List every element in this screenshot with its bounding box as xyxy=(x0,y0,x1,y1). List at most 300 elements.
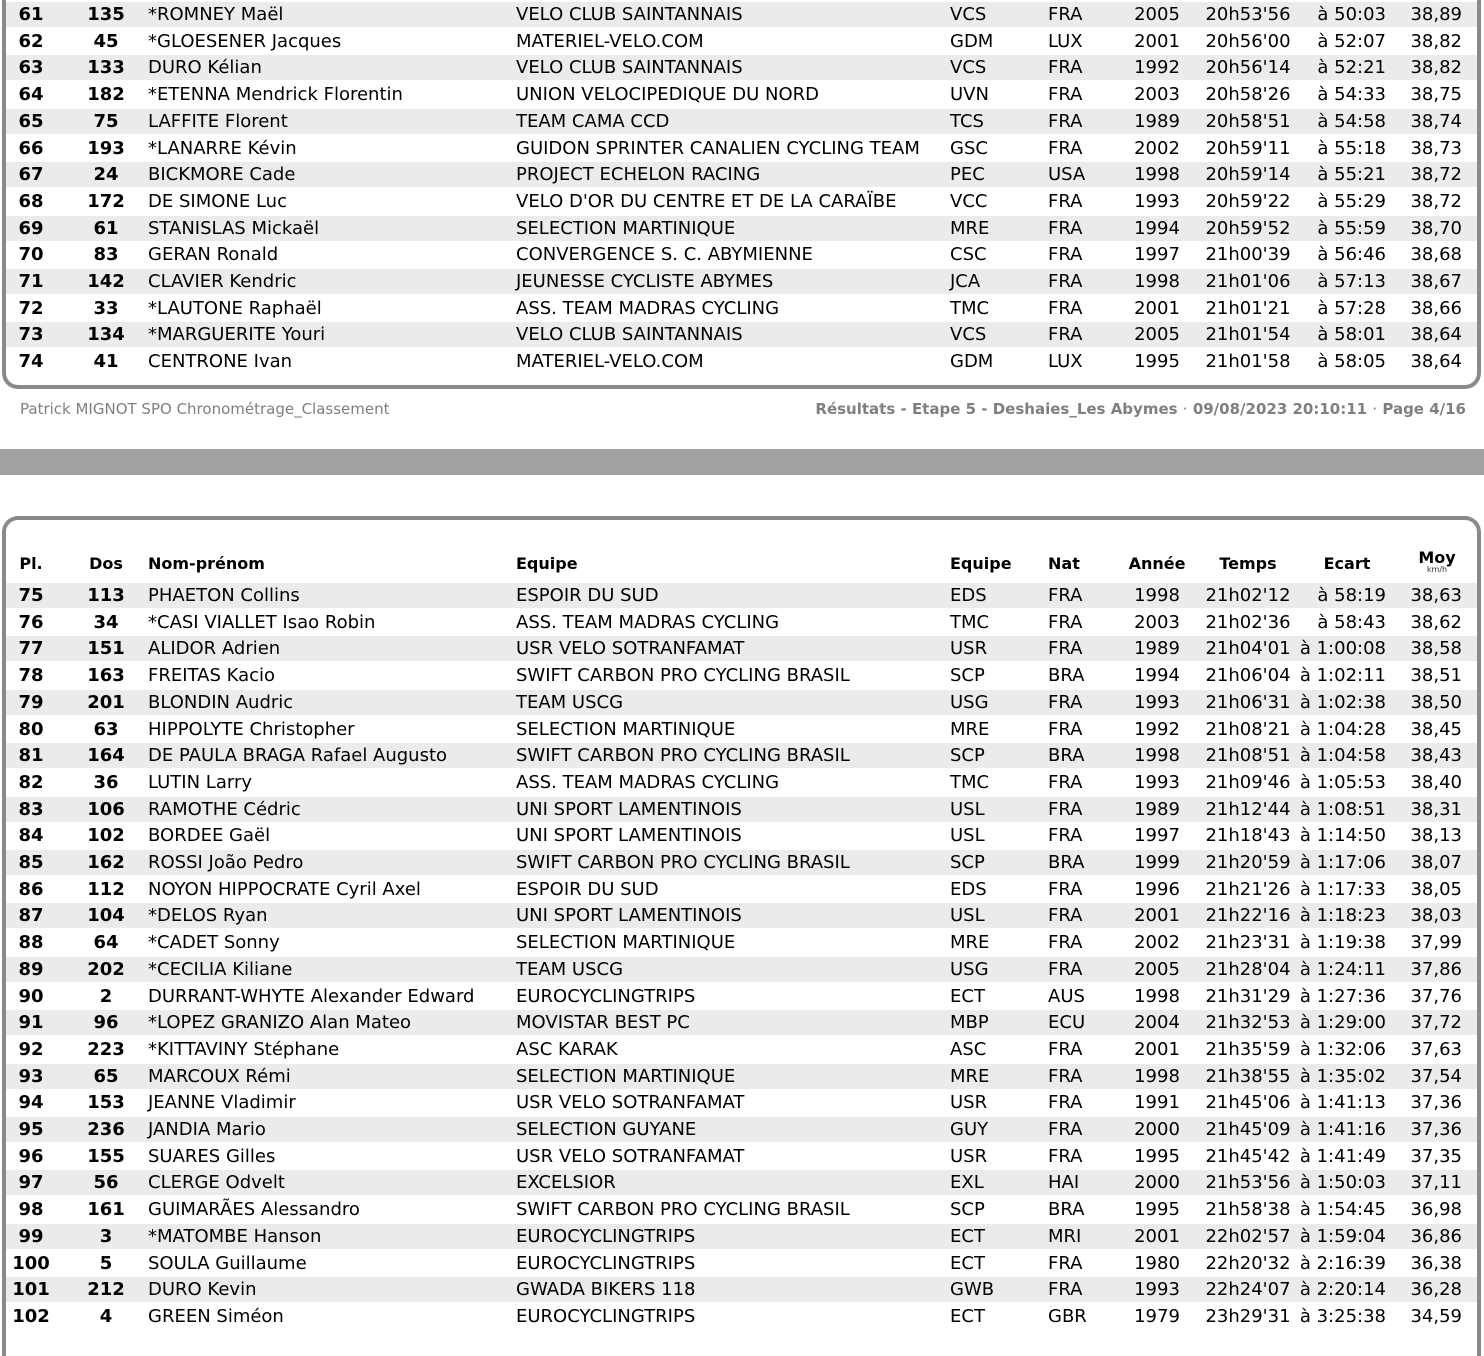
cell-nat: FRA xyxy=(1048,1065,1083,1087)
cell-team: USR VELO SOTRANFAMAT xyxy=(516,1145,745,1167)
cell-team: GUIDON SPRINTER CANALIEN CYCLING TEAM xyxy=(516,137,920,159)
cell-code: ECT xyxy=(950,1305,985,1327)
cell-year: 1998 xyxy=(1134,585,1180,606)
cell-nat: FRA xyxy=(1048,1119,1083,1140)
cell-time: 21h09'46 xyxy=(1205,771,1291,793)
cell-nat: FRA xyxy=(1048,905,1083,927)
cell-time: 21h08'51 xyxy=(1205,745,1291,767)
cell-team: SELECTION GUYANE xyxy=(516,1119,697,1140)
cell-name: HIPPOLYTE Christopher xyxy=(148,718,355,740)
cell-code: GDM xyxy=(950,30,994,52)
cell-code: MRE xyxy=(950,217,990,239)
footer-right xyxy=(815,400,1466,418)
table-row xyxy=(6,583,1477,608)
table-row xyxy=(6,823,1477,848)
cell-pl: 88 xyxy=(18,932,44,954)
cell-dos: 134 xyxy=(87,324,125,346)
cell-pl: 84 xyxy=(18,825,44,847)
cell-avg: 38,68 xyxy=(1410,244,1462,266)
cell-nat: AUS xyxy=(1048,985,1085,1007)
cell-name: JANDIA Mario xyxy=(148,1119,266,1140)
cell-team: MATERIEL-VELO.COM xyxy=(516,351,704,373)
cell-team: UNI SPORT LAMENTINOIS xyxy=(516,825,742,847)
cell-year: 1989 xyxy=(1134,798,1180,820)
cell-nat: FRA xyxy=(1048,825,1083,847)
cell-gap: à 57:13 xyxy=(1317,271,1386,292)
cell-gap: à 58:01 xyxy=(1317,324,1386,346)
cell-name: DE PAULA BRAGA Rafael Augusto xyxy=(148,745,448,767)
cell-code: EXL xyxy=(950,1172,984,1194)
cell-year: 1993 xyxy=(1134,771,1180,793)
cell-nat: USA xyxy=(1048,164,1086,186)
cell-year: 2004 xyxy=(1134,1012,1180,1034)
cell-year: 2002 xyxy=(1134,137,1180,159)
cell-dos: 65 xyxy=(93,1065,119,1087)
cell-year: 1997 xyxy=(1134,825,1180,847)
cell-nat: FRA xyxy=(1048,585,1083,606)
cell-code: USR xyxy=(950,1145,988,1167)
cell-avg: 37,54 xyxy=(1410,1065,1462,1087)
cell-name: LAFFITE Florent xyxy=(148,110,288,132)
cell-nat: BRA xyxy=(1048,665,1085,687)
cell-time: 21h00'39 xyxy=(1205,244,1291,266)
cell-time: 20h53'56 xyxy=(1205,4,1291,25)
header-avg-label: Moy xyxy=(1418,548,1456,567)
cell-nat: FRA xyxy=(1048,611,1083,633)
table-row xyxy=(6,2,1477,27)
cell-team: SELECTION MARTINIQUE xyxy=(516,1065,736,1087)
cell-dos: 2 xyxy=(99,985,113,1007)
cell-time: 22h20'32 xyxy=(1205,1252,1291,1274)
table-row xyxy=(6,296,1477,321)
cell-code: ECT xyxy=(950,985,985,1007)
cell-time: 21h45'42 xyxy=(1205,1145,1291,1167)
cell-gap: à 1:35:02 xyxy=(1299,1065,1386,1087)
table-row xyxy=(6,1277,1477,1302)
table-row xyxy=(6,349,1477,374)
cell-time: 21h01'54 xyxy=(1205,324,1291,346)
cell-pl: 63 xyxy=(18,57,44,79)
cell-code: ASC xyxy=(950,1038,987,1060)
cell-gap: à 1:17:33 xyxy=(1299,878,1386,900)
cell-gap: à 1:02:11 xyxy=(1299,665,1386,687)
cell-pl: 93 xyxy=(18,1065,44,1087)
cell-team: SELECTION MARTINIQUE xyxy=(516,718,736,740)
page-separator-band xyxy=(0,449,1484,475)
cell-nat: FRA xyxy=(1048,57,1083,79)
cell-dos: 61 xyxy=(93,217,119,239)
table-row xyxy=(6,55,1477,80)
cell-code: TMC xyxy=(950,771,990,793)
cell-dos: 133 xyxy=(87,57,125,79)
cell-dos: 135 xyxy=(87,4,125,25)
cell-name: *KITTAVINY Stéphane xyxy=(148,1038,340,1060)
cell-team: ESPOIR DU SUD xyxy=(516,878,659,900)
cell-time: 22h02'57 xyxy=(1205,1225,1291,1247)
cell-time: 21h01'06 xyxy=(1205,271,1291,292)
cell-nat: FRA xyxy=(1048,1145,1083,1167)
table-row xyxy=(6,216,1477,241)
table-row xyxy=(6,1144,1477,1169)
cell-dos: 163 xyxy=(87,665,125,687)
cell-time: 21h20'59 xyxy=(1205,852,1291,873)
cell-dos: 106 xyxy=(87,798,125,820)
cell-year: 1979 xyxy=(1134,1305,1180,1327)
cell-name: DE SIMONE Luc xyxy=(148,190,287,212)
cell-avg: 38,51 xyxy=(1410,665,1462,687)
cell-gap: à 1:54:45 xyxy=(1299,1199,1386,1221)
cell-nat: FRA xyxy=(1048,297,1083,319)
cell-avg: 38,63 xyxy=(1410,585,1462,606)
cell-gap: à 52:21 xyxy=(1317,57,1386,79)
cell-time: 20h56'00 xyxy=(1205,30,1291,52)
cell-gap: à 1:19:38 xyxy=(1299,932,1386,954)
cell-time: 21h45'09 xyxy=(1205,1119,1291,1140)
cell-year: 1989 xyxy=(1134,638,1180,660)
cell-code: USG xyxy=(950,691,989,713)
cell-pl: 101 xyxy=(12,1279,50,1301)
cell-code: SCP xyxy=(950,1199,985,1221)
cell-pl: 71 xyxy=(18,271,44,292)
cell-code: GUY xyxy=(950,1119,989,1140)
cell-dos: 151 xyxy=(87,638,125,660)
cell-name: RAMOTHE Cédric xyxy=(148,798,301,820)
table-row xyxy=(6,957,1477,982)
cell-dos: 45 xyxy=(93,30,119,52)
cell-year: 1995 xyxy=(1134,1145,1180,1167)
footer-title: Résultats - Etape 5 - Deshaies_Les Abymes xyxy=(815,400,1178,418)
cell-team: EUROCYCLINGTRIPS xyxy=(516,1225,696,1247)
cell-dos: 56 xyxy=(93,1172,119,1194)
cell-code: TCS xyxy=(950,110,984,132)
cell-nat: FRA xyxy=(1048,137,1083,159)
cell-time: 21h38'55 xyxy=(1205,1065,1291,1087)
table-row xyxy=(6,610,1477,635)
cell-name: PHAETON Collins xyxy=(148,585,300,606)
cell-team: GWADA BIKERS 118 xyxy=(516,1279,696,1301)
cell-name: BLONDIN Audric xyxy=(148,691,294,713)
table-row xyxy=(6,636,1477,661)
cell-gap: à 1:41:16 xyxy=(1299,1119,1386,1140)
cell-avg: 36,38 xyxy=(1410,1252,1462,1274)
cell-code: MRE xyxy=(950,1065,990,1087)
cell-team: SELECTION MARTINIQUE xyxy=(516,217,736,239)
cell-nat: FRA xyxy=(1048,324,1083,346)
cell-team: VELO CLUB SAINTANNAIS xyxy=(516,4,743,25)
cell-name: MARCOUX Rémi xyxy=(148,1065,291,1087)
cell-time: 21h18'43 xyxy=(1205,825,1291,847)
cell-pl: 78 xyxy=(18,665,44,687)
cell-gap: à 1:04:58 xyxy=(1299,745,1386,767)
cell-dos: 112 xyxy=(87,878,125,900)
cell-nat: BRA xyxy=(1048,1199,1085,1221)
cell-gap: à 1:17:06 xyxy=(1299,852,1386,873)
cell-code: USL xyxy=(950,825,985,847)
cell-nat: BRA xyxy=(1048,852,1085,873)
cell-name: *MARGUERITE Youri xyxy=(148,324,326,346)
header-avg xyxy=(1402,550,1472,574)
table-row xyxy=(6,1117,1477,1142)
cell-pl: 64 xyxy=(18,84,44,106)
cell-nat: FRA xyxy=(1048,1092,1083,1114)
header-time: Temps xyxy=(1219,554,1277,573)
cell-team: TEAM USCG xyxy=(516,958,624,980)
cell-avg: 36,98 xyxy=(1410,1199,1462,1221)
results-table-bottom xyxy=(2,516,1481,1356)
cell-name: STANISLAS Mickaël xyxy=(148,217,320,239)
cell-name: CLAVIER Kendric xyxy=(148,271,297,292)
cell-name: *CASI VIALLET Isao Robin xyxy=(148,611,376,633)
cell-nat: FRA xyxy=(1048,271,1083,292)
cell-name: DURO Kélian xyxy=(148,57,262,79)
cell-dos: 5 xyxy=(99,1252,113,1274)
cell-avg: 38,50 xyxy=(1410,691,1462,713)
cell-pl: 65 xyxy=(18,110,44,132)
cell-time: 20h58'51 xyxy=(1205,110,1291,132)
cell-team: PROJECT ECHELON RACING xyxy=(516,164,761,186)
cell-time: 21h02'36 xyxy=(1205,611,1291,633)
cell-nat: FRA xyxy=(1048,84,1083,106)
cell-gap: à 56:46 xyxy=(1317,244,1386,266)
cell-year: 1999 xyxy=(1134,852,1180,873)
cell-nat: FRA xyxy=(1048,718,1083,740)
cell-year: 1996 xyxy=(1134,878,1180,900)
cell-pl: 94 xyxy=(18,1092,44,1114)
cell-code: MRE xyxy=(950,932,990,954)
cell-avg: 38,74 xyxy=(1410,110,1462,132)
cell-name: ALIDOR Adrien xyxy=(148,638,281,660)
cell-avg: 37,36 xyxy=(1410,1119,1462,1140)
cell-year: 1994 xyxy=(1134,217,1180,239)
cell-dos: 3 xyxy=(99,1225,113,1247)
cell-pl: 102 xyxy=(12,1305,50,1327)
table-row xyxy=(6,930,1477,955)
cell-nat: ECU xyxy=(1048,1012,1086,1034)
cell-time: 21h28'04 xyxy=(1205,958,1291,980)
cell-name: *CECILIA Kiliane xyxy=(148,958,293,980)
cell-avg: 38,58 xyxy=(1410,638,1462,660)
table-row xyxy=(6,690,1477,715)
cell-time: 22h24'07 xyxy=(1205,1279,1291,1301)
cell-dos: 33 xyxy=(93,297,119,319)
cell-dos: 142 xyxy=(87,271,125,292)
cell-pl: 82 xyxy=(18,771,44,793)
cell-pl: 87 xyxy=(18,905,44,927)
cell-year: 1998 xyxy=(1134,745,1180,767)
cell-team: ASS. TEAM MADRAS CYCLING xyxy=(516,297,780,319)
cell-team: EUROCYCLINGTRIPS xyxy=(516,1252,696,1274)
table-row xyxy=(6,322,1477,347)
cell-avg: 37,72 xyxy=(1410,1012,1462,1034)
cell-time: 21h53'56 xyxy=(1205,1172,1291,1194)
cell-pl: 76 xyxy=(18,611,44,633)
table-row xyxy=(6,850,1477,875)
cell-pl: 75 xyxy=(18,585,44,606)
cell-year: 2003 xyxy=(1134,84,1180,106)
cell-time: 21h35'59 xyxy=(1205,1038,1291,1060)
cell-year: 1991 xyxy=(1134,1092,1180,1114)
table-row xyxy=(6,1037,1477,1062)
cell-code: VCS xyxy=(950,324,987,346)
cell-nat: FRA xyxy=(1048,638,1083,660)
cell-year: 2005 xyxy=(1134,324,1180,346)
cell-time: 20h56'14 xyxy=(1205,57,1291,79)
cell-avg: 38,64 xyxy=(1410,324,1462,346)
cell-time: 20h59'22 xyxy=(1205,190,1291,212)
table-row xyxy=(6,1304,1477,1329)
cell-year: 2000 xyxy=(1134,1172,1180,1194)
cell-dos: 212 xyxy=(87,1279,125,1301)
table-row xyxy=(6,903,1477,928)
cell-year: 2001 xyxy=(1134,1225,1180,1247)
cell-year: 2005 xyxy=(1134,958,1180,980)
cell-pl: 62 xyxy=(18,30,44,52)
cell-code: CSC xyxy=(950,244,987,266)
cell-gap: à 1:18:23 xyxy=(1299,905,1386,927)
cell-name: GUIMARÃES Alessandro xyxy=(148,1199,360,1221)
cell-nat: FRA xyxy=(1048,878,1083,900)
cell-avg: 37,99 xyxy=(1410,932,1462,954)
cell-nat: FRA xyxy=(1048,1279,1083,1301)
cell-avg: 37,11 xyxy=(1410,1172,1462,1194)
cell-avg: 38,72 xyxy=(1410,164,1462,186)
cell-pl: 95 xyxy=(18,1119,44,1140)
cell-nat: HAI xyxy=(1048,1172,1080,1194)
cell-avg: 38,64 xyxy=(1410,351,1462,373)
cell-name: *DELOS Ryan xyxy=(148,905,268,927)
cell-pl: 69 xyxy=(18,217,44,239)
header-team: Equipe xyxy=(516,554,578,573)
cell-pl: 86 xyxy=(18,878,44,900)
cell-team: CONVERGENCE S. C. ABYMIENNE xyxy=(516,244,813,266)
cell-nat: FRA xyxy=(1048,110,1083,132)
cell-year: 2002 xyxy=(1134,932,1180,954)
cell-year: 2001 xyxy=(1134,905,1180,927)
cell-year: 1992 xyxy=(1134,57,1180,79)
cell-avg: 37,35 xyxy=(1410,1145,1462,1167)
cell-dos: 41 xyxy=(93,351,119,373)
header-dos: Dos xyxy=(89,554,123,573)
cell-code: UVN xyxy=(950,84,989,106)
cell-gap: à 58:05 xyxy=(1317,351,1386,373)
header-year: Année xyxy=(1128,554,1186,573)
cell-team: EUROCYCLINGTRIPS xyxy=(516,985,696,1007)
cell-gap: à 54:33 xyxy=(1317,84,1386,106)
cell-pl: 79 xyxy=(18,691,44,713)
cell-year: 2000 xyxy=(1134,1119,1180,1140)
cell-gap: à 1:02:38 xyxy=(1299,691,1386,713)
cell-name: GREEN Siméon xyxy=(148,1305,284,1327)
cell-gap: à 58:19 xyxy=(1317,585,1386,606)
cell-nat: FRA xyxy=(1048,1038,1083,1060)
cell-dos: 64 xyxy=(93,932,119,954)
table-row xyxy=(6,162,1477,187)
cell-code: USR xyxy=(950,638,988,660)
cell-time: 21h08'21 xyxy=(1205,718,1291,740)
cell-name: *GLOESENER Jacques xyxy=(148,30,342,52)
cell-time: 21h22'16 xyxy=(1205,905,1291,927)
cell-time: 21h32'53 xyxy=(1205,1012,1291,1034)
cell-team: SWIFT CARBON PRO CYCLING BRASIL xyxy=(516,1199,850,1221)
cell-name: FREITAS Kacio xyxy=(148,665,276,687)
cell-team: ASS. TEAM MADRAS CYCLING xyxy=(516,771,780,793)
cell-dos: 96 xyxy=(93,1012,119,1034)
cell-name: *ETENNA Mendrick Florentin xyxy=(148,84,403,106)
cell-avg: 38,07 xyxy=(1410,852,1462,873)
cell-time: 21h06'31 xyxy=(1205,691,1291,713)
cell-code: USR xyxy=(950,1092,988,1114)
table-row xyxy=(6,109,1477,134)
cell-avg: 37,36 xyxy=(1410,1092,1462,1114)
footer-date: 09/08/2023 20:10:11 xyxy=(1192,400,1368,418)
table-row xyxy=(6,1010,1477,1035)
cell-code: ECT xyxy=(950,1225,985,1247)
cell-pl: 70 xyxy=(18,244,44,266)
cell-nat: FRA xyxy=(1048,217,1083,239)
table-row xyxy=(6,189,1477,214)
table-row xyxy=(6,29,1477,54)
cell-gap: à 1:27:36 xyxy=(1299,985,1386,1007)
cell-code: EDS xyxy=(950,878,987,900)
cell-nat: GBR xyxy=(1048,1305,1087,1327)
cell-year: 1995 xyxy=(1134,1199,1180,1221)
cell-gap: à 1:04:28 xyxy=(1299,718,1386,740)
table-row xyxy=(6,1224,1477,1249)
cell-avg: 38,62 xyxy=(1410,611,1462,633)
cell-team: SWIFT CARBON PRO CYCLING BRASIL xyxy=(516,665,850,687)
cell-code: EDS xyxy=(950,585,987,606)
cell-pl: 68 xyxy=(18,190,44,212)
cell-year: 1998 xyxy=(1134,985,1180,1007)
cell-avg: 38,03 xyxy=(1410,905,1462,927)
cell-name: JEANNE Vladimir xyxy=(148,1092,296,1114)
cell-team: EXCELSIOR xyxy=(516,1172,616,1194)
cell-gap: à 54:58 xyxy=(1317,110,1386,132)
cell-gap: à 3:25:38 xyxy=(1299,1305,1386,1327)
cell-year: 2003 xyxy=(1134,611,1180,633)
cell-gap: à 1:05:53 xyxy=(1299,771,1386,793)
cell-dos: 24 xyxy=(93,164,119,186)
cell-time: 21h31'29 xyxy=(1205,985,1291,1007)
cell-gap: à 55:21 xyxy=(1317,164,1386,186)
cell-team: VELO CLUB SAINTANNAIS xyxy=(516,57,743,79)
table-row xyxy=(6,1170,1477,1195)
cell-code: JCA xyxy=(950,271,981,292)
cell-time: 21h06'04 xyxy=(1205,665,1291,687)
table-row xyxy=(6,717,1477,742)
cell-name: DURO Kevin xyxy=(148,1279,257,1301)
cell-gap: à 55:59 xyxy=(1317,217,1386,239)
cell-dos: 36 xyxy=(93,771,119,793)
cell-time: 20h59'52 xyxy=(1205,217,1291,239)
cell-dos: 75 xyxy=(93,110,119,132)
cell-dos: 202 xyxy=(87,958,125,980)
cell-pl: 83 xyxy=(18,798,44,820)
cell-time: 20h59'11 xyxy=(1205,137,1291,159)
cell-gap: à 1:32:06 xyxy=(1299,1038,1386,1060)
cell-time: 21h04'01 xyxy=(1205,638,1291,660)
table-row xyxy=(6,269,1477,294)
table-row xyxy=(6,743,1477,768)
cell-dos: 153 xyxy=(87,1092,125,1114)
cell-pl: 80 xyxy=(18,718,44,740)
cell-avg: 38,45 xyxy=(1410,718,1462,740)
table-row xyxy=(6,877,1477,902)
cell-dos: 155 xyxy=(87,1145,125,1167)
cell-code: SCP xyxy=(950,852,985,873)
cell-team: TEAM CAMA CCD xyxy=(516,110,670,132)
page-footer xyxy=(0,400,1484,422)
